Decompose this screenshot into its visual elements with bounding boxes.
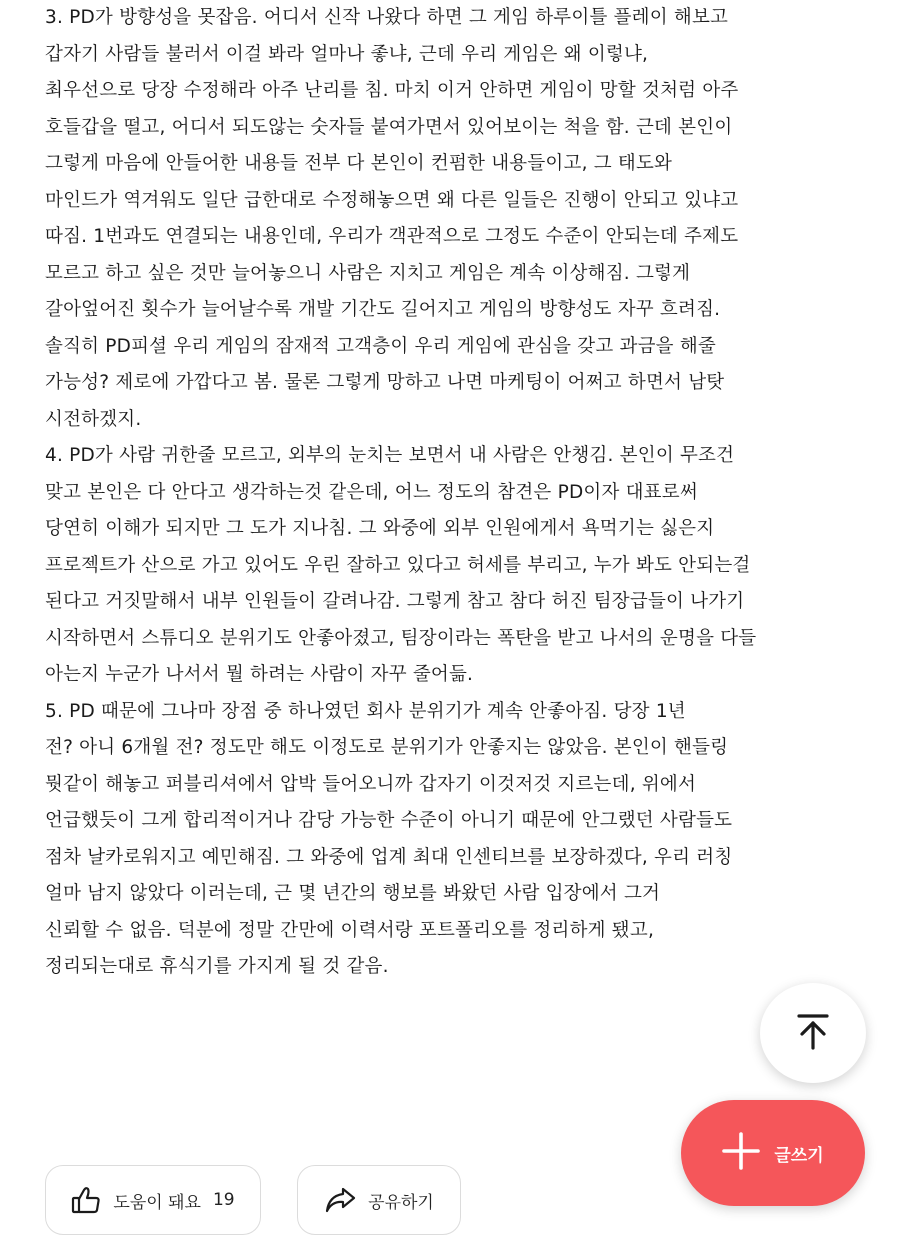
post-text-line: 가능성? 제로에 가깝다고 봄. 물론 그렇게 망하고 나면 마케팅이 어쩌고 하면서 남탓 (45, 372, 725, 393)
post-text-line: 당연히 이해가 되지만 그 도가 지나침. 그 와중에 외부 인원에게서 욕먹기는 싫은지 (45, 518, 715, 539)
share-label: 공유하기 (368, 1192, 434, 1213)
post-text-line: 아는지 누군가 나서서 뭘 하려는 사람이 자꾸 줄어듦. (45, 664, 474, 685)
post-text-line: 시작하면서 스튜디오 분위기도 안좋아졌고, 팀장이라는 폭탄을 받고 나서의 운명을 다들 (45, 627, 757, 649)
scroll-to-top-button[interactable] (760, 983, 866, 1083)
post-text-line: 정리되는대로 휴식기를 가지게 될 것 같음. (45, 956, 389, 977)
post-text-line: 그렇게 마음에 안들어한 내용들 전부 다 본인이 컨펌한 내용들이고, 그 태도와 (45, 153, 673, 174)
post-text-line: 5. PD 때문에 그나마 장점 중 하나였던 회사 분위기가 계속 안좋아짐. 당장 1년 (45, 700, 686, 722)
post-text-line: 호들갑을 떨고, 어디서 되도않는 숫자들 붙여가면서 있어보이는 척을 함. 근데 본인이 (45, 116, 733, 138)
post-text-line: 프로젝트가 산으로 가고 있어도 우린 잘하고 있다고 허세를 부리고, 누가 봐도 안되는걸 (45, 554, 751, 576)
post-text-line: 갑자기 사람들 불러서 이걸 봐라 얼마나 좋냐, 근데 우리 게임은 왜 이렇냐, (45, 43, 649, 65)
post-text-line: 마인드가 역겨워도 일단 급한대로 수정해놓으면 왜 다른 일들은 진행이 안되고 있냐고 (45, 189, 739, 211)
arrow-up-to-top-icon (793, 1011, 833, 1055)
post-text-line: 최우선으로 당장 수정해라 아주 난리를 침. 마치 이거 안하면 게임이 망할 것처럼 아주 (45, 80, 739, 101)
share-button[interactable] (297, 1165, 461, 1235)
helpful-button[interactable] (45, 1165, 261, 1235)
post-text-line: 3. PD가 방향성을 못잡음. 어디서 신작 나왔다 하면 그 게임 하루이틀 플레이 해보고 (45, 7, 729, 28)
plus-icon (722, 1132, 760, 1175)
share-arrow-icon (324, 1186, 356, 1214)
post-text-line: 갈아엎어진 횟수가 늘어날수록 개발 기간도 길어지고 게임의 방향성도 자꾸 흐려짐. (45, 299, 721, 320)
post-text-line: 언급했듯이 그게 합리적이거나 감당 가능한 수준이 아니기 때문에 안그랬던 사람들도 (45, 810, 733, 831)
post-text-line: 점차 날카로워지고 예민해짐. 그 와중에 업계 최대 인센티브를 보장하겠다, 우리 러칭 (45, 846, 733, 868)
helpful-count: 19 (212, 1190, 235, 1210)
post-text-line: 솔직히 PD피셜 우리 게임의 잠재적 고객층이 우리 게임에 관심을 갖고 과금을 해줄 (45, 335, 716, 357)
write-post-button[interactable] (681, 1100, 865, 1206)
post-text-line: 신뢰할 수 없음. 덕분에 정말 간만에 이력서랑 포트폴리오를 정리하게 됐고, (45, 919, 655, 941)
post-text-line: 맞고 본인은 다 안다고 생각하는것 같은데, 어느 정도의 참견은 PD이자 대표로써 (45, 481, 698, 503)
thumbs-up-icon (71, 1186, 101, 1214)
write-post-label: 글쓰기 (774, 1145, 824, 1166)
post-text-line: 얼마 남지 않았다 이러는데, 근 몇 년간의 행보를 봐왔던 사람 입장에서 그거 (45, 883, 661, 904)
post-text-line: 시전하겠지. (45, 408, 142, 430)
post-text-line: 된다고 거짓말해서 내부 인원들이 갈려나감. 그렇게 참고 참다 허진 팀장급들이 나가기 (45, 591, 745, 612)
post-text-line: 모르고 하고 싶은 것만 늘어놓으니 사람은 지치고 게임은 계속 이상해짐. 그렇게 (45, 262, 691, 284)
post-text-line: 뭣같이 해놓고 퍼블리셔에서 압박 들어오니까 갑자기 이것저것 지르는데, 위에서 (45, 773, 697, 795)
post-text-line: 따짐. 1번과도 연결되는 내용인데, 우리가 객관적으로 그정도 수준이 안되는데 주제도 (45, 226, 739, 247)
post-action-row (45, 1165, 461, 1235)
post-body (45, 0, 865, 986)
post-text-line: 전? 아니 6개월 전? 정도만 해도 이정도로 분위기가 안좋지는 않았음. 본인이 핸들링 (45, 737, 729, 758)
helpful-label: 도움이 돼요 (113, 1192, 201, 1213)
post-text-line: 4. PD가 사람 귀한줄 모르고, 외부의 눈치는 보면서 내 사람은 안챙김. 본인이 무조건 (45, 445, 735, 466)
